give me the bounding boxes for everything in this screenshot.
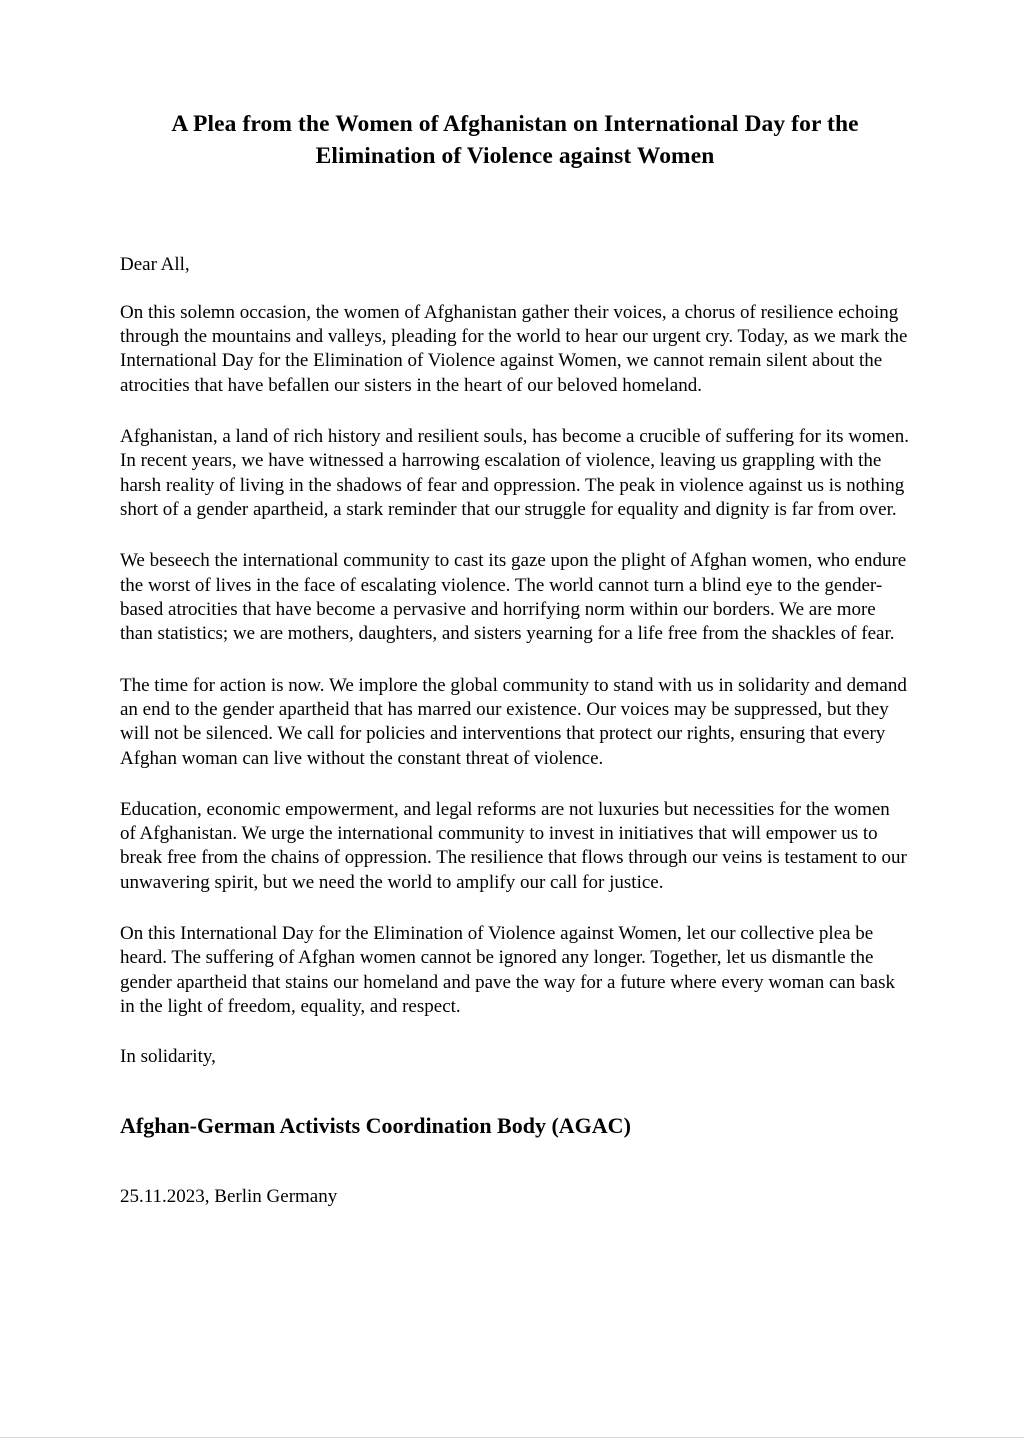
closing-line: In solidarity, bbox=[120, 1046, 216, 1068]
body-paragraph-6: On this International Day for the Elimination of Violence against Women, let our collective plea be heard. The suffering of Afghan women cannot be ignored any longer. Together, let us dismantle the gender apartheid that stains our homeland and pave the way for a future where every woman can bask in the light of freedom, equality, and respect. bbox=[120, 923, 896, 1018]
body-paragraph-3: We beseech the international community to cast its gaze upon the plight of Afghan women, who endure the worst of lives in the face of escalating violence. The world cannot turn a blind eye to the gender-based atrocities that have become a pervasive and horrifying norm within our borders. We are more than statistics; we are mothers, daughters, and sisters yearning for a life free from the shackles of fear. bbox=[120, 550, 907, 645]
body-paragraph-5: Education, economic empowerment, and legal reforms are not luxuries but necessities for the women of Afghanistan. We urge the international community to invest in initiatives that will empower us to break free from the chains of oppression. The resilience that flows through our veins is testament to our unwavering spirit, but we need the world to amplify our call for justice. bbox=[120, 798, 907, 893]
date-location: 25.11.2023, Berlin Germany bbox=[120, 1185, 338, 1207]
page-bottom-divider bbox=[0, 1437, 1024, 1438]
page-title-line-2: Elimination of Violence against Women bbox=[315, 143, 715, 170]
body-paragraph-4: The time for action is now. We implore the global community to stand with us in solidarity and demand an end to the gender apartheid that has marred our existence. Our voices may be suppressed, but they will not be silenced. We call for policies and interventions that protect our rights, ensuring that every Afghan woman can live without the constant threat of violence. bbox=[120, 674, 907, 769]
salutation: Dear All, bbox=[120, 253, 190, 275]
page-title-line-1: A Plea from the Women of Afghanistan on International Day for the bbox=[171, 111, 859, 137]
signature-organization: Afghan-German Activists Coordination Body (AGAC) bbox=[120, 1113, 631, 1139]
document-content bbox=[120, 0, 910, 1206]
body-paragraph-1: On this solemn occasion, the women of Afghanistan gather their voices, a chorus of resilience echoing through the mountains and valleys, pleading for the world to hear our urgent cry. Today, as we mark the International Day for the Elimination of Violence against Women, we cannot remain silent about the atrocities that have befallen our sisters in the heart of our beloved homeland. bbox=[120, 301, 908, 396]
page-title bbox=[120, 0, 910, 173]
body-paragraph-2: Afghanistan, a land of rich history and resilient souls, has become a crucible of suffering for its women. In recent years, we have witnessed a harrowing escalation of violence, leaving us grappling with the harsh reality of living in the shadows of fear and oppression. The peak in violence against us is nothing short of a gender apartheid, a stark reminder that our struggle for equality and dignity is far from over. bbox=[120, 426, 909, 521]
